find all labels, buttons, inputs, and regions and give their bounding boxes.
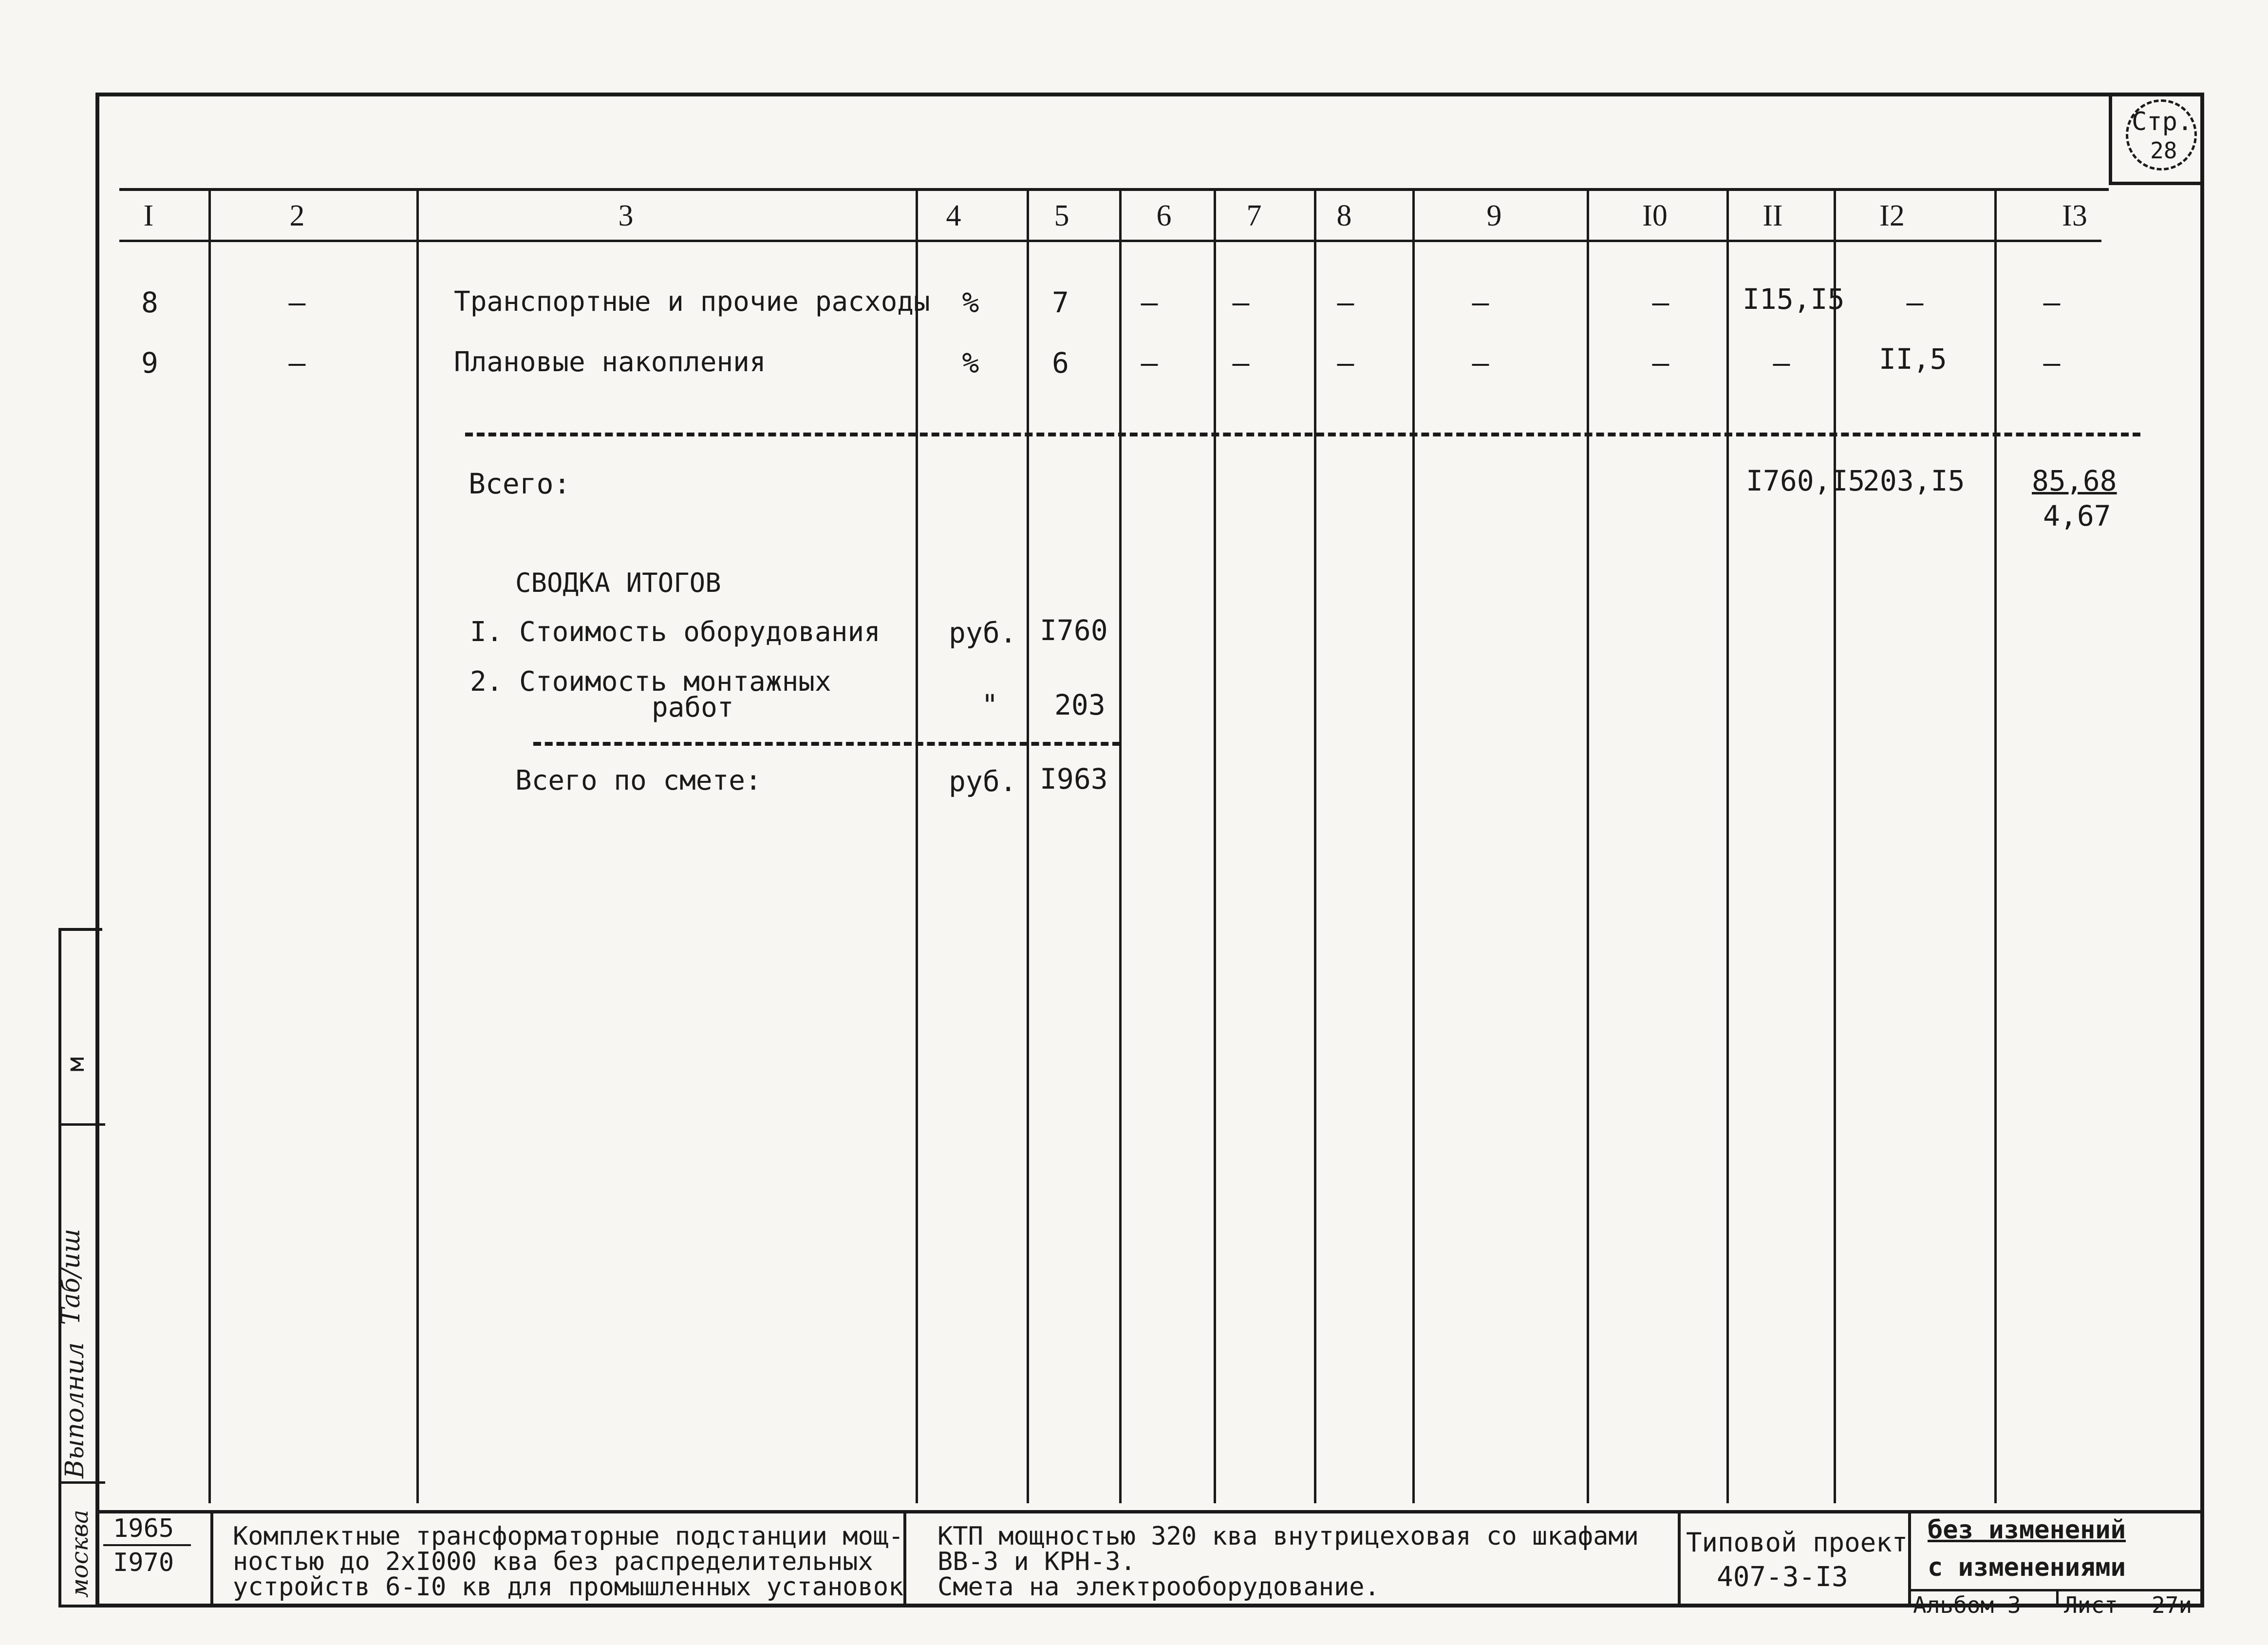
total-separator-dashed xyxy=(465,433,2140,436)
title-desc-line-3: устройств 6-I0 кв для промышленных установок xyxy=(233,1572,904,1602)
row-qty: 7 xyxy=(1052,286,1069,319)
col-header-2: 2 xyxy=(289,199,305,232)
col-header-11: II xyxy=(1762,199,1783,232)
page-label: Стр. xyxy=(2132,107,2193,136)
year-1: 1965 xyxy=(113,1514,174,1543)
col-header-13: I3 xyxy=(2062,199,2087,232)
summary-item-1-unit: руб. xyxy=(949,616,1017,649)
col-sep-8 xyxy=(1412,188,1415,1503)
project-label: Типовой проект xyxy=(1686,1527,1908,1558)
total-col11: I760,I5 xyxy=(1746,464,1865,497)
col-sep-2 xyxy=(416,188,419,1503)
summary-item-2-value: 203 xyxy=(1054,688,1106,721)
summary-separator-dashed xyxy=(533,742,1120,746)
col-header-3: 3 xyxy=(618,199,634,232)
col-header-5: 5 xyxy=(1054,199,1069,232)
row-col2: – xyxy=(288,346,306,379)
summary-item-1-name: I. Стоимость оборудования xyxy=(470,616,881,648)
row-name: Транспортные и прочие расходы xyxy=(454,286,930,318)
col-header-12: I2 xyxy=(1879,199,1905,232)
row-unit: % xyxy=(962,346,979,379)
page-number-box xyxy=(2109,93,2204,185)
summary-title: СВОДКА ИТОГОВ xyxy=(515,567,721,598)
page-number: 28 xyxy=(2150,137,2177,164)
total-col13-top: 85,68 xyxy=(2032,464,2117,497)
col-header-4: 4 xyxy=(946,199,961,232)
row-col11: – xyxy=(1773,346,1790,379)
title-sep-1 xyxy=(210,1510,213,1604)
frame-right xyxy=(2200,93,2204,1607)
row-col2: – xyxy=(288,286,306,319)
total-col13-bottom: 4,67 xyxy=(2043,499,2111,532)
title-object-line-1: КТП мощностью 320 ква внутрицеховая со шкафами xyxy=(937,1522,1639,1551)
row-qty: 6 xyxy=(1052,346,1069,379)
row-col9: – xyxy=(1472,346,1489,379)
stamp-city: москва xyxy=(66,1510,94,1598)
col-sep-4 xyxy=(1027,188,1029,1503)
row-col8: – xyxy=(1337,346,1354,379)
row-col11: I15,I5 xyxy=(1743,283,1845,316)
row-col10: – xyxy=(1652,346,1669,379)
row-col7: – xyxy=(1232,346,1250,379)
col-sep-5 xyxy=(1119,188,1122,1503)
album-label: Альбом 3 xyxy=(1913,1592,2021,1618)
title-object-line-3: Смета на электрооборудование. xyxy=(937,1572,1380,1602)
row-number: 9 xyxy=(141,346,158,379)
row-col6: – xyxy=(1141,286,1158,319)
title-desc-line-1: Комплектные трансформаторные подстанции мощ- xyxy=(233,1522,904,1551)
row-name: Плановые накопления xyxy=(454,346,766,378)
col-sep-1 xyxy=(208,188,211,1503)
row-col7: – xyxy=(1232,286,1250,319)
row-col12: – xyxy=(1906,286,1924,319)
title-album-sep xyxy=(2056,1589,2059,1607)
title-desc-line-2: ностью до 2хI000 ква без распределительных xyxy=(233,1547,873,1576)
col-header-9: 9 xyxy=(1486,199,1502,232)
status-no-change: без изменений xyxy=(1928,1515,2126,1545)
col-header-8: 8 xyxy=(1336,199,1352,232)
status-with-change: с изменениями xyxy=(1928,1553,2126,1582)
stamp-m: м xyxy=(61,1057,90,1072)
summary-total-label: Всего по смете: xyxy=(515,765,762,796)
summary-item-2-name: 2. Стоимость монтажных xyxy=(470,666,831,698)
frame-bottom xyxy=(95,1604,2204,1607)
stamp-divider-1 xyxy=(61,1123,105,1126)
sheet-number: 27и xyxy=(2152,1592,2193,1618)
stamp-signature: Таб/иш xyxy=(56,1229,86,1325)
summary-item-2-unit: " xyxy=(981,688,998,721)
sheet-label: Лист xyxy=(2064,1592,2118,1618)
summary-item-1-value: I760 xyxy=(1040,614,1108,647)
summary-item-2-name-cont: работ xyxy=(652,692,734,723)
col-header-1: I xyxy=(143,199,154,232)
row-col8: – xyxy=(1337,286,1354,319)
row-col12: II,5 xyxy=(1879,342,1947,376)
title-sep-2 xyxy=(903,1510,906,1604)
stamp-divider-2 xyxy=(61,1481,105,1484)
col-header-7: 7 xyxy=(1246,199,1262,232)
summary-total-value: I963 xyxy=(1040,762,1108,795)
total-label: Всего: xyxy=(469,467,571,500)
col-sep-10 xyxy=(1726,188,1729,1503)
frame-top xyxy=(95,93,2204,96)
row-col9: – xyxy=(1472,286,1489,319)
row-col13: – xyxy=(2043,286,2061,319)
col-sep-7 xyxy=(1314,188,1316,1503)
col-sep-9 xyxy=(1587,188,1589,1503)
title-sep-3 xyxy=(1678,1510,1681,1604)
col-sep-3 xyxy=(916,188,918,1503)
row-number: 8 xyxy=(141,286,158,319)
col-header-6: 6 xyxy=(1156,199,1172,232)
title-object-line-2: ВВ-3 и КРН-3. xyxy=(937,1547,1136,1576)
summary-total-unit: руб. xyxy=(949,765,1017,798)
col-header-10: I0 xyxy=(1642,199,1668,232)
col-sep-12 xyxy=(1994,188,1997,1503)
col-sep-6 xyxy=(1214,188,1216,1503)
project-number: 407-3-I3 xyxy=(1717,1561,1848,1593)
total-col12: 203,I5 xyxy=(1863,464,1965,497)
row-unit: % xyxy=(962,286,979,319)
year-divider xyxy=(103,1544,191,1546)
year-2: I970 xyxy=(113,1548,174,1577)
row-col13: – xyxy=(2043,346,2061,379)
row-col10: – xyxy=(1652,286,1669,319)
stamp-done: Выполнил xyxy=(60,1342,90,1478)
col-sep-11 xyxy=(1834,188,1836,1503)
row-col6: – xyxy=(1141,346,1158,379)
title-block-top-line xyxy=(95,1510,2204,1513)
